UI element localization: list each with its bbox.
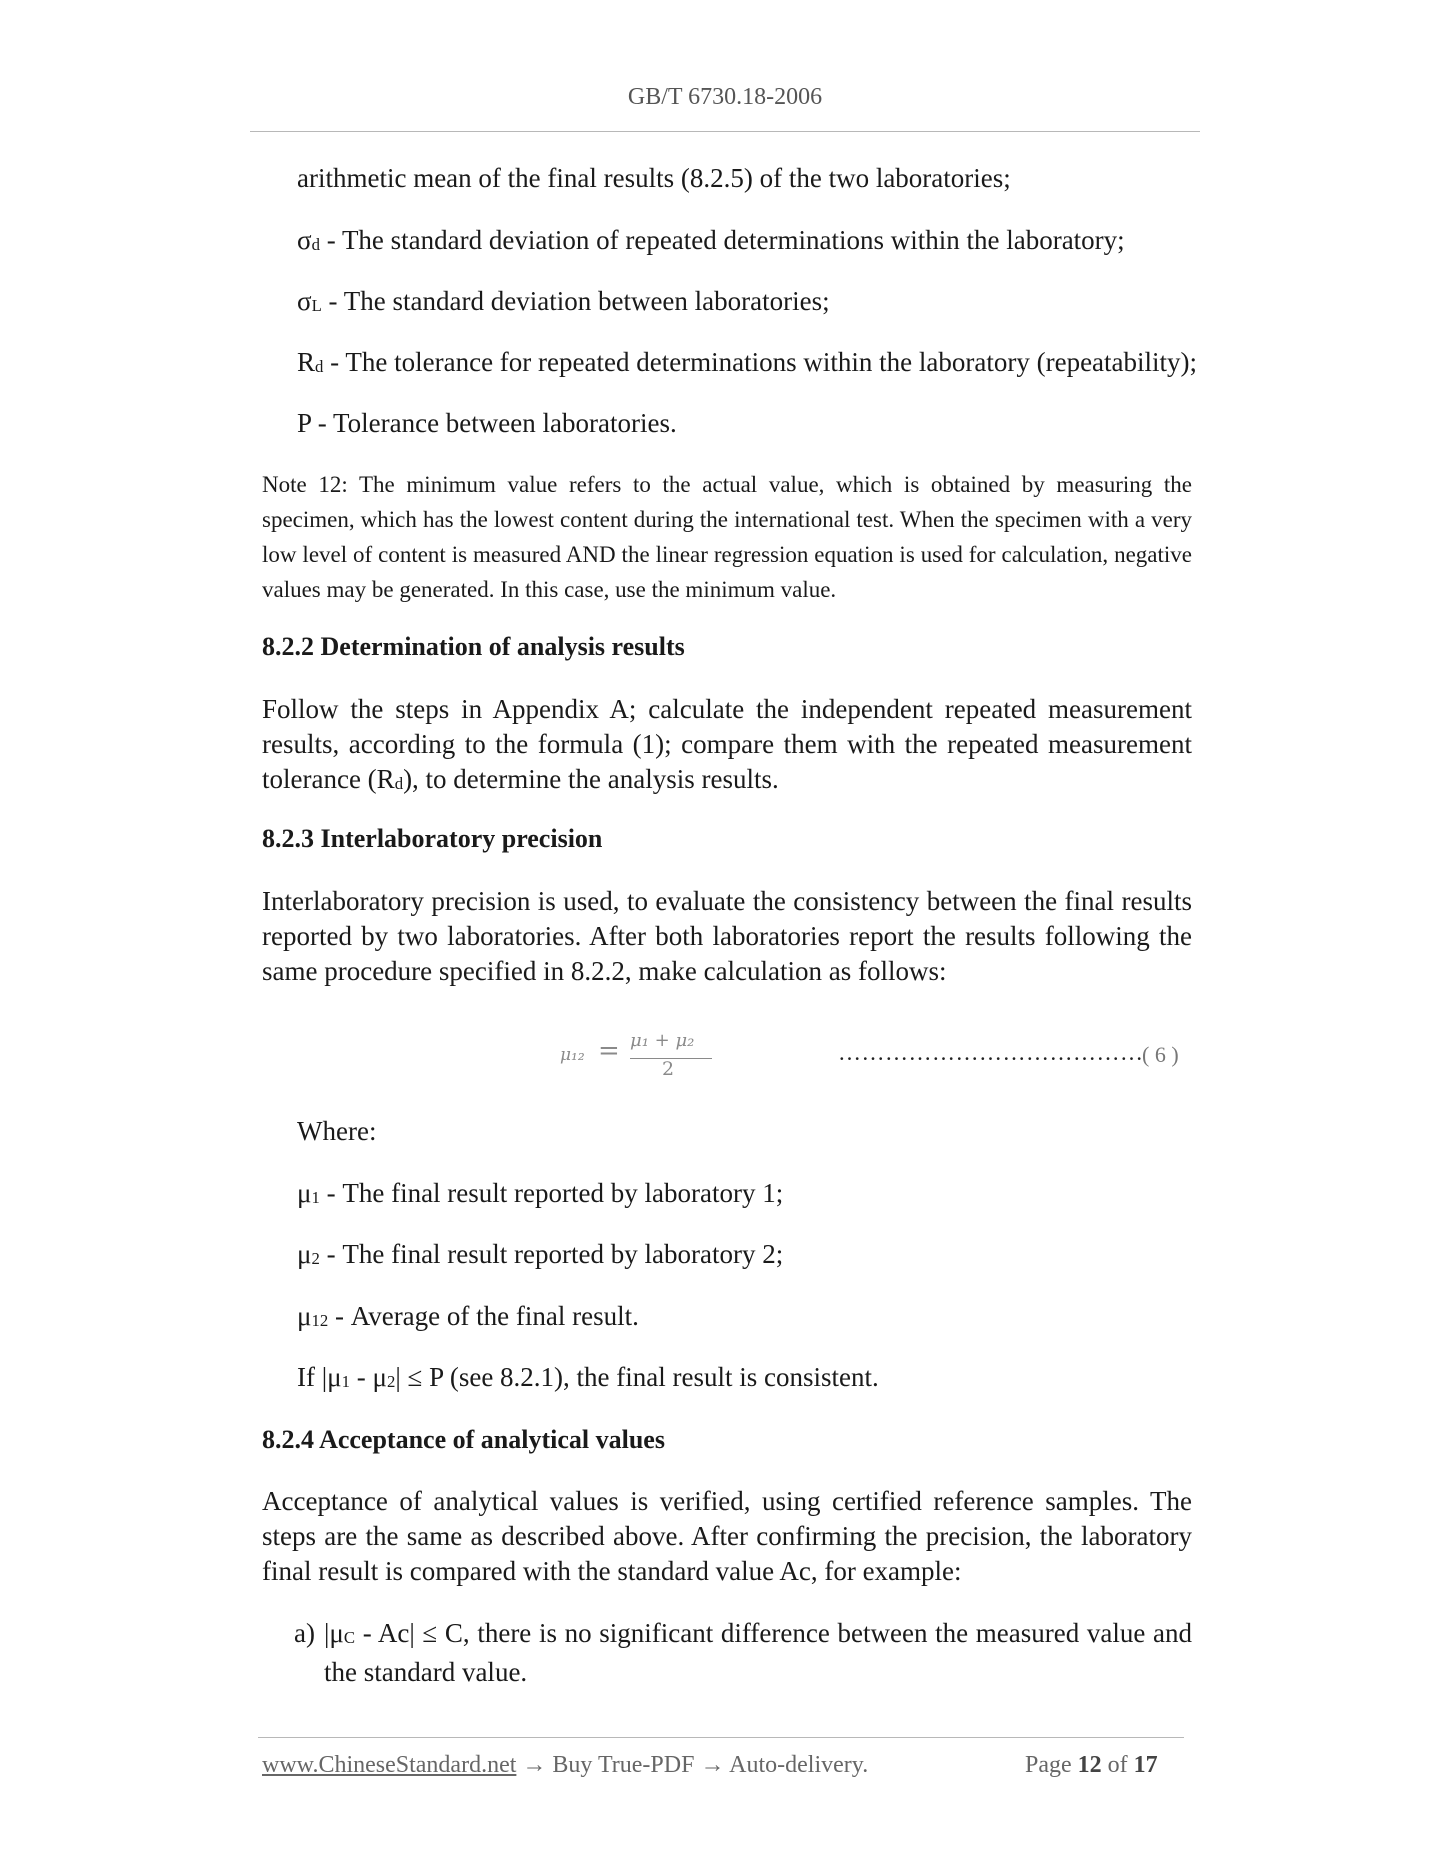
definition-text: - The standard deviation between laboratories; [321,286,830,316]
condition-text: - μ [350,1362,387,1392]
condition-text: If |μ [297,1362,342,1392]
subscript: d [394,773,404,793]
page-of: of [1107,1752,1128,1778]
definition-p [297,405,677,441]
header-rule [250,131,1200,132]
section-heading-824: 8.2.4 Acceptance of analytical values [262,1425,665,1454]
definition-sigma-d [297,222,1125,263]
formula-number: ( 6 ) [1142,1042,1179,1067]
condition-text: | ≤ P (see 8.2.1), the final result is consistent. [395,1362,879,1392]
page-label: Page [1025,1752,1072,1778]
list-item-body [324,1616,1192,1690]
list-marker: a) [294,1618,315,1648]
paragraph-text: ), to determine the analysis results. [403,764,779,794]
arrow-separator: → [516,1752,553,1778]
arrow-separator: → [694,1752,730,1778]
section-822-paragraph [262,692,1192,801]
definition-text: P - Tolerance between laboratories. [297,408,677,438]
delivery-text: Auto-delivery. [729,1752,869,1778]
subscript: C [343,1627,356,1647]
definition-text: - The final result reported by laboratory 1; [319,1178,784,1208]
definition-mu12 [297,1298,639,1339]
item-text: - Ac| ≤ C, there is no significant difference between the measured value and the standard value. [324,1618,1192,1687]
formula-leader-dots: ………………………………… [838,1040,1144,1065]
definition-sigma-l [297,283,830,324]
subscript: d [315,356,324,376]
definition-mu1 [297,1175,783,1216]
symbol: R [297,347,316,377]
section-heading-822: 8.2.2 Determination of analysis results [262,632,685,661]
definition-text: - The final result reported by laboratory 2; [319,1239,784,1269]
definition-text: - Average of the final result. [328,1301,639,1331]
footer-rule [258,1737,1184,1738]
definition-mu2 [297,1236,783,1277]
list-item-a [294,1616,1192,1690]
subscript: 1 [311,1187,320,1207]
footer-promo [262,1752,868,1779]
formula-lhs: μ₁₂ [560,1045,585,1065]
formula-equals: = [598,1036,620,1066]
page-total: 17 [1133,1752,1158,1778]
note-12: Note 12: The minimum value refers to the actual value, which is obtained by measuring the specimen, which has the lowest content during the international test. When the specimen with a very low level of content is measured AND the linear regression equation is used for calculation, negative values may be generated. In this case, use the minimum value. [262,472,1192,602]
subscript: 2 [386,1371,396,1391]
subscript: d [311,234,320,254]
definition-text: - The tolerance for repeated determinations within the laboratory (repeatability); [323,347,1198,377]
subscript: L [311,295,322,315]
section-823-paragraph: Interlaboratory precision is used, to evaluate the consistency between the final results reported by two laboratories. After both laboratories report the results following the same procedure specified in 8.2.2, make calculation as follows: [262,886,1192,986]
subscript: 12 [311,1310,329,1330]
symbol: σ [297,286,312,316]
formula-denominator: 2 [662,1058,675,1080]
symbol: μ [297,1239,312,1269]
definition-text: - The standard deviation of repeated determinations within the laboratory; [319,225,1125,255]
definition-r-d [297,344,1197,385]
site-link[interactable]: www.ChineseStandard.net [262,1752,517,1778]
subscript: 1 [341,1371,350,1391]
definition-text: arithmetic mean of the final results (8.2.5) of the two laboratories; [297,163,1011,193]
formula-numerator: μ₁ + μ₂ [630,1030,695,1051]
consistency-condition [297,1359,879,1400]
page-indicator [1025,1752,1158,1779]
symbol: σ [297,225,312,255]
subscript: 2 [311,1248,320,1268]
symbol: μ [297,1178,312,1208]
item-text: |μ [324,1618,344,1648]
page-current: 12 [1077,1752,1102,1778]
section-heading-823: 8.2.3 Interlaboratory precision [262,824,603,853]
symbol: μ [297,1301,312,1331]
where-label: Where: [297,1116,377,1146]
paragraph-text: Follow the steps in Appendix A; calculate the independent repeated measurement results, according to the formula (1); compare them with the repeated measurement tolerance (R [262,694,1192,794]
buy-pdf-text: Buy True-PDF [552,1752,695,1778]
definition-line-1 [297,160,1011,196]
section-824-paragraph: Acceptance of analytical values is verified, using certified reference samples. The steps are the same as described above. After confirming the precision, the laboratory final result is compared with the standard value Ac, for example: [262,1486,1192,1586]
page-header: GB/T 6730.18-2006 [627,84,823,110]
